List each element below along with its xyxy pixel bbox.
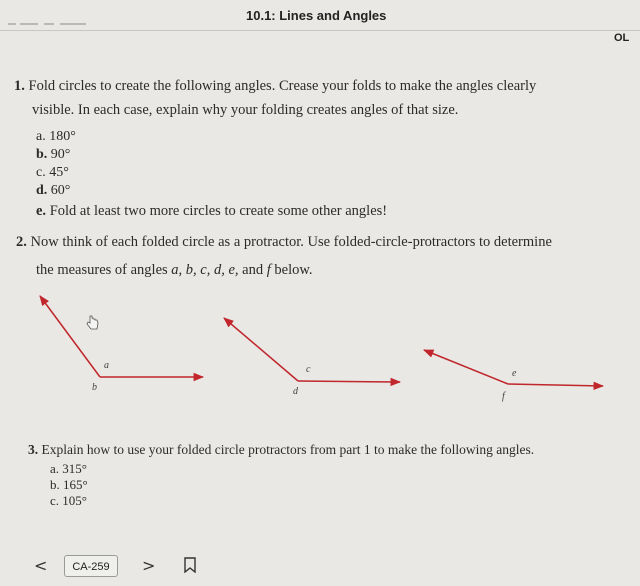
- level-badge: OL: [614, 32, 630, 44]
- angle-diagram-1: [40, 296, 203, 393]
- next-page-button[interactable]: >: [142, 556, 156, 575]
- question-3-item-b: b. 165°: [50, 477, 88, 492]
- angle-label-a: a: [104, 360, 109, 371]
- question-3-item-c: c. 105°: [50, 493, 87, 508]
- question-2-line-2: the measures of angles a, b, c, d, e, and f below.: [36, 262, 313, 278]
- angle-label-b: b: [92, 382, 97, 393]
- header-bar: [0, 0, 640, 44]
- question-1-item-a: a. 180°: [36, 129, 76, 144]
- header-faded-text: [8, 22, 88, 26]
- question-1-line-2: visible. In each case, explain why your folding creates angles of that size.: [32, 102, 459, 118]
- angle-2-ray-right: [298, 381, 400, 382]
- bookmark-icon[interactable]: [183, 557, 197, 573]
- angle-label-c: c: [306, 364, 311, 375]
- question-1-item-e: e. Fold at least two more circles to create some other angles!: [36, 203, 388, 219]
- question-3-item-a: a. 315°: [50, 461, 87, 476]
- question-1-item-b: b. 90°: [36, 147, 71, 162]
- page-number-field[interactable]: CA-259: [64, 555, 118, 577]
- question-2-line-1: [16, 232, 552, 252]
- page-title: 10.1: Lines and Angles: [246, 8, 387, 23]
- header-divider: [0, 30, 640, 31]
- question-1-item-c: c. 45°: [36, 165, 69, 180]
- question-2-number: 2.: [16, 234, 27, 250]
- angle-2-ray-left: [224, 318, 298, 381]
- question-1-line-1: [14, 76, 536, 96]
- previous-page-button[interactable]: <: [34, 556, 48, 575]
- question-3-number: 3.: [28, 442, 39, 457]
- question-1-number: 1.: [14, 78, 25, 94]
- angle-diagrams: [0, 280, 640, 410]
- angle-diagram-3: [424, 350, 603, 402]
- question-3-line-1: [28, 440, 534, 460]
- hand-cursor-icon: [87, 316, 98, 329]
- angle-label-f: f: [502, 391, 505, 402]
- angle-1-ray-left: [40, 296, 100, 377]
- angle-3-ray-right: [508, 384, 603, 386]
- question-2-text-1: Now think of each folded circle as a protractor. Use folded-circle-protractors to determine: [30, 234, 552, 250]
- page-navigation: [0, 552, 640, 586]
- angle-label-d: d: [293, 386, 298, 397]
- angle-3-ray-left: [424, 350, 508, 384]
- question-1-text-1: Fold circles to create the following angles. Crease your folds to make the angles clearly: [28, 78, 537, 94]
- question-3-text-1: Explain how to use your folded circle protractors from part 1 to make the following angles.: [41, 442, 535, 457]
- angle-diagram-2: [224, 318, 400, 397]
- angle-label-e: e: [512, 368, 517, 379]
- question-1-item-d: d. 60°: [36, 183, 71, 198]
